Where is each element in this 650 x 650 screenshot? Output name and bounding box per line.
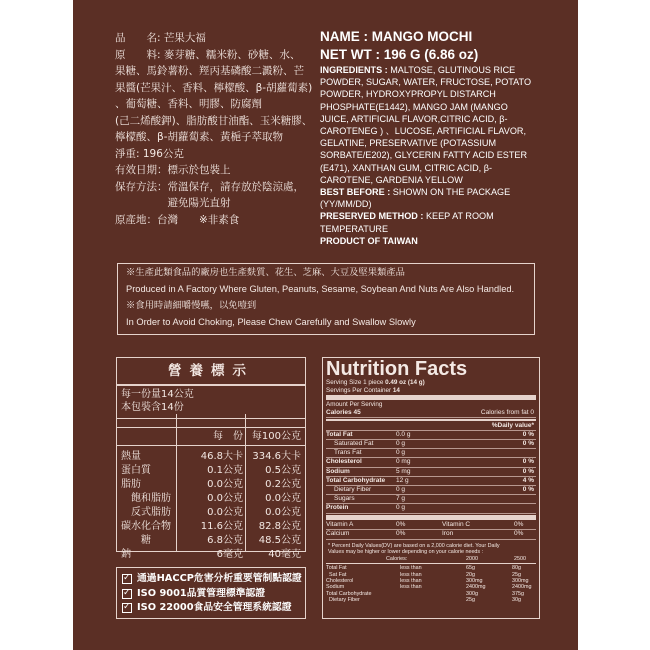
cn-info-line: 有效日期：標示於包裝上 xyxy=(115,164,231,176)
nf-nutrient-amount: 0.0 g xyxy=(396,430,411,438)
cn-nutrient-row xyxy=(117,464,305,478)
nf-serving-size-value: 0.49 oz (14 g) xyxy=(385,379,425,386)
nf-dv-cell: 65g xyxy=(466,565,475,572)
nf-amount-per-serving: Amount Per Serving xyxy=(326,401,383,408)
cn-nutrient-row xyxy=(117,534,305,548)
nf-nutrient-label: Sodium xyxy=(326,467,350,475)
preserved-text xyxy=(320,210,536,234)
cn-nutrient-name: 熱量 xyxy=(121,451,141,462)
cn-nutrient-row xyxy=(117,520,305,534)
nf-dv-cell: 80g xyxy=(512,565,521,572)
cn-nutrient-name: 蛋白質 xyxy=(121,465,151,476)
preserved-value: KEEP AT ROOM TEMPERATURE xyxy=(320,211,494,234)
cn-nutrient-name: 飽和脂肪 xyxy=(131,493,171,504)
cn-gap xyxy=(117,419,305,428)
cn-servings: 本包裝含14份 xyxy=(121,402,184,413)
nf-dv-calories-label: Calories: xyxy=(386,555,408,562)
cn-info-line: 淨重: 196公克 xyxy=(115,147,184,160)
cn-nutrient-name: 反式脂肪 xyxy=(131,507,171,518)
nf-dv-cell: 25g xyxy=(512,571,521,578)
nf-nutrient-amount: 0 mg xyxy=(396,458,411,466)
cn-info-line: 果糖、馬鈴薯粉、羥丙基磷酸二澱粉、芒 xyxy=(115,65,304,77)
cn-nutrient-name: 鈉 xyxy=(121,549,131,560)
nf-nutrient-amount: 7 g xyxy=(396,495,406,503)
nf-dv-cell: 300g xyxy=(466,590,478,597)
certifications xyxy=(116,567,306,619)
nf-serving-size xyxy=(326,379,536,387)
ingredients-label: INGREDIENTS : xyxy=(320,65,388,75)
nf-dv-2000: 2000 xyxy=(466,555,478,562)
cn-header-per-serving: 每 份 xyxy=(213,431,243,442)
check-icon xyxy=(122,603,132,613)
cn-per-serving: 0.0公克 xyxy=(207,493,243,504)
cn-serving-info xyxy=(117,386,305,419)
cn-info-line: 、葡萄糖、香料、明膠、防腐劑 xyxy=(115,98,262,110)
nf-dv-2500: 2500 xyxy=(514,555,526,562)
cn-nutrition-title: 營養標示 xyxy=(117,358,305,386)
nf-nutrient-row xyxy=(326,440,536,449)
nf-footnote-line: Values may be higher or lower depending on your calorie needs : xyxy=(328,549,484,556)
nf-dv-header-line xyxy=(326,556,536,562)
cn-per-100g: 0.2公克 xyxy=(265,479,301,490)
check-icon xyxy=(122,574,132,584)
preserved-label: PRESERVED METHOD : xyxy=(320,211,424,222)
net-weight: NET WT : 196 G (6.86 oz) xyxy=(320,47,479,62)
cert-label: 通過HACCP危害分析重要管制點認證 xyxy=(137,573,302,584)
nf-dv-cell: 300mg xyxy=(466,577,483,584)
cn-info-line: 檸檬酸、β-胡蘿蔔素、黃梔子萃取物 xyxy=(115,131,283,143)
check-icon xyxy=(122,589,132,599)
nf-calories-row xyxy=(326,409,536,418)
cn-nutrient-row xyxy=(117,450,305,464)
nf-vitamin-cell: 0% xyxy=(514,530,524,538)
cn-info-line: 原產地：台灣 ※非素食 xyxy=(115,213,240,226)
cn-nutrient-row xyxy=(117,478,305,492)
cn-per-100g: 48.5公克 xyxy=(258,535,301,546)
cert-item xyxy=(122,601,305,616)
nf-divider xyxy=(326,419,536,421)
nf-dv-cell: less than xyxy=(400,571,422,578)
nf-dv-cell: less than xyxy=(400,565,422,572)
cn-header-per-100g: 每100公克 xyxy=(251,431,301,442)
allergen-notice xyxy=(117,263,535,335)
nf-vitamins xyxy=(326,521,536,540)
nf-dv-header-row xyxy=(326,422,536,431)
nf-nutrient-dv: 0 % xyxy=(522,440,534,448)
cn-divider xyxy=(245,414,246,551)
nf-nutrient-label: Dietary Fiber xyxy=(334,486,372,493)
nf-dv-cell: 25g xyxy=(466,597,475,604)
nutrition-facts-panel xyxy=(322,357,540,619)
cn-per-serving: 11.6公克 xyxy=(200,521,243,532)
nf-divider xyxy=(326,515,536,520)
nf-nutrient-amount: 0 g xyxy=(396,486,406,493)
cn-info-line: 果醬(芒果汁、香料、檸檬酸、β-胡蘿蔔素) xyxy=(115,81,313,94)
cn-per-100g: 0.5公克 xyxy=(265,465,301,476)
origin-text: PRODUCT OF TAIWAN xyxy=(320,235,418,246)
ingredients-text xyxy=(320,64,536,186)
cn-rows xyxy=(117,446,305,562)
nf-dv-cell: 2400mg xyxy=(466,584,486,591)
cn-info-line: 保存方法：常溫保存，請存放於陰涼處， xyxy=(115,180,304,193)
cn-per-serving: 46.8大卡 xyxy=(200,451,243,462)
nf-dv-cell: 2400mg xyxy=(512,584,532,591)
nf-dv-cell: Sat Fat xyxy=(326,571,347,578)
best-before-value: SHOWN ON THE PACKAGE (YY/MM/DD) xyxy=(320,187,511,210)
cert-item xyxy=(122,572,305,587)
nf-nutrient-dv: 0 % xyxy=(522,458,534,466)
cn-nutrient-name: 碳水化合物 xyxy=(121,521,171,532)
nf-nutrient-row xyxy=(326,449,536,458)
ingredients-list: MALTOSE, GLUTINOUS RICE POWDER, SUGAR, WATER, FRUCTOSE, POTATO POWDER, HYDROXYPROPYL DISTARCH PHOSPHATE(E1442), MANGO JAM (MANGO JUICE, ARTIFICIAL FLAVOR,CITRIC ACID, β-CAROTENEG ) 、LUCOSE, ARTIFICIAL FLAVOR, GELATINE, PRESERVATIVE (POTASSIUM SORBATE/E202), GLYCERIN FATTY ACID ESTER (E471), XANTHAN GUM, CITRIC ACID, β-CAROTENE, GARDENIA YELLOW xyxy=(320,65,532,185)
nf-nutrient-row xyxy=(326,504,536,513)
cn-info-line: 原 料: 麥芽糖、糯米粉、砂糖、水、 xyxy=(115,48,301,61)
nf-vitamin-cell: Iron xyxy=(442,530,454,538)
nf-nutrient-amount: 5 mg xyxy=(396,467,411,475)
nf-dv-cell: Sodium xyxy=(326,584,345,591)
english-product-info xyxy=(320,28,536,247)
nf-servings-value: 14 xyxy=(392,386,400,394)
cn-info-line: 避免陽光直射 xyxy=(115,197,231,209)
nf-serving-size-label: Serving Size 1 piece xyxy=(326,379,386,386)
cn-per-serving: 6.8公克 xyxy=(207,535,243,546)
nf-servings-label: Servings Per Container xyxy=(326,386,393,394)
nf-dv-cell: Total Carbohydrate xyxy=(326,590,372,597)
cn-per-100g: 82.8公克 xyxy=(258,521,301,532)
nf-calories: Calories 45 xyxy=(326,408,361,416)
chinese-product-info xyxy=(115,30,315,228)
nf-dv-cell: 375g xyxy=(512,590,524,597)
nf-divider xyxy=(326,395,536,400)
nf-vitamin-row xyxy=(326,530,536,540)
nf-nutrient-label: Cholesterol xyxy=(326,458,362,466)
nf-vitamin-cell: Calcium xyxy=(326,530,350,538)
nf-nutrient-label: Saturated Fat xyxy=(334,440,374,448)
cn-per-serving: 0.1公克 xyxy=(207,465,243,476)
cert-label: ISO 22000食品安全管理系統認證 xyxy=(137,602,292,613)
cn-nutrient-row xyxy=(117,492,305,506)
allergen-line: In Order to Avoid Choking, Please Chew Carefully and Swallow Slowly xyxy=(126,316,416,327)
nf-vitamin-cell: Vitamin A xyxy=(326,520,354,528)
nf-dv-cell: Dietary Fiber xyxy=(326,597,360,604)
nf-nutrient-row xyxy=(326,431,536,440)
cn-per-100g: 0.0公克 xyxy=(265,507,301,518)
nf-dv-cell: 300mg xyxy=(512,577,529,584)
nf-dv-cell: 30g xyxy=(512,597,521,604)
cn-per-serving: 0.0公克 xyxy=(207,479,243,490)
nf-footnote-line: * Percent Daily Values(DV) are based on a 2,000 calorie diet. Your Daily xyxy=(328,542,500,549)
cn-nutrient-row xyxy=(117,548,305,562)
nf-nutrient-amount: 12 g xyxy=(396,476,409,484)
nf-dv-cell: less than xyxy=(400,577,422,584)
nf-dv-table xyxy=(326,565,536,603)
nf-nutrient-row xyxy=(326,468,536,477)
cn-per-100g: 40毫克 xyxy=(268,549,301,560)
nf-footnote xyxy=(326,543,536,556)
nf-nutrient-amount: 0 g xyxy=(396,440,406,448)
product-name: NAME : MANGO MOCHI xyxy=(320,29,473,44)
nf-vitamin-cell: Vitamin C xyxy=(442,520,471,528)
cn-info-line: (己二烯酸鉀)、脂肪酸甘油酯、玉米糖膠、 xyxy=(115,114,313,127)
nf-divider xyxy=(326,563,536,564)
nf-nutrient-dv: 0 % xyxy=(522,430,534,438)
cn-serving-size: 每一份量14公克 xyxy=(121,389,194,400)
nf-nutrient-label: Total Carbohydrate xyxy=(326,476,386,484)
nf-vitamin-row xyxy=(326,521,536,531)
nf-nutrient-row xyxy=(326,458,536,467)
cn-per-100g: 334.6大卡 xyxy=(252,451,301,462)
cert-item xyxy=(122,587,305,602)
cn-nutrient-name: 糖 xyxy=(131,535,151,546)
nf-nutrient-row xyxy=(326,486,536,495)
nf-dv-cell: less than xyxy=(400,584,422,591)
nf-servings xyxy=(326,387,536,395)
cn-per-serving: 6毫克 xyxy=(216,549,243,560)
cn-divider xyxy=(176,414,177,551)
best-before-label: BEST BEFORE : xyxy=(320,187,391,198)
nf-dv-cell: Cholesterol xyxy=(326,577,354,584)
nf-rows xyxy=(326,431,536,514)
nf-vitamin-cell: 0% xyxy=(396,520,406,528)
nf-nutrient-label: Sugars xyxy=(334,495,355,503)
nf-nutrient-label: Protein xyxy=(326,504,349,512)
cn-per-100g: 0.0公克 xyxy=(265,493,301,504)
nf-nutrient-row xyxy=(326,495,536,504)
nf-vitamin-cell: 0% xyxy=(396,530,406,538)
nf-nutrient-label: Trans Fat xyxy=(334,449,362,457)
nf-nutrient-label: Total Fat xyxy=(326,430,353,438)
cn-header-row xyxy=(117,428,305,446)
nf-dv-cell: 20g xyxy=(466,571,475,578)
cn-per-serving: 0.0公克 xyxy=(207,507,243,518)
cn-nutrient-row xyxy=(117,506,305,520)
cn-info-line: 品 名: 芒果大福 xyxy=(115,32,206,44)
allergen-line: ※食用時請細嚼慢嚥，以免噎到 xyxy=(126,300,257,310)
label-panel xyxy=(73,0,578,650)
nf-vitamin-cell: 0% xyxy=(514,520,524,528)
nf-title: Nutrition Facts xyxy=(326,358,468,380)
nf-nutrient-dv: 4 % xyxy=(522,476,534,484)
nf-dv-cell: Total Fat xyxy=(326,565,347,572)
nf-dv-row xyxy=(326,597,536,603)
nf-nutrient-amount: 0 g xyxy=(396,504,406,512)
nf-nutrient-dv: 0 % xyxy=(522,486,534,493)
nf-dv-header: %Daily value* xyxy=(491,421,534,429)
best-before-text xyxy=(320,186,536,210)
chinese-nutrition-table xyxy=(116,357,306,560)
nf-nutrient-dv: 0 % xyxy=(522,467,534,475)
nf-nutrient-amount: 0 g xyxy=(396,449,406,457)
allergen-line: ※生產此類食品的廠房也生產麩質、花生、芝麻、大豆及堅果類產品 xyxy=(126,267,405,277)
cn-nutrient-name: 脂肪 xyxy=(121,479,141,490)
nf-nutrient-row xyxy=(326,477,536,486)
cert-label: ISO 9001品質管理標準認證 xyxy=(137,587,266,599)
nf-calories-fat: Calories from fat 0 xyxy=(480,408,534,416)
allergen-line: Produced in A Factory Where Gluten, Peanuts, Sesame, Soybean And Nuts Are Also Handled. xyxy=(126,283,515,294)
